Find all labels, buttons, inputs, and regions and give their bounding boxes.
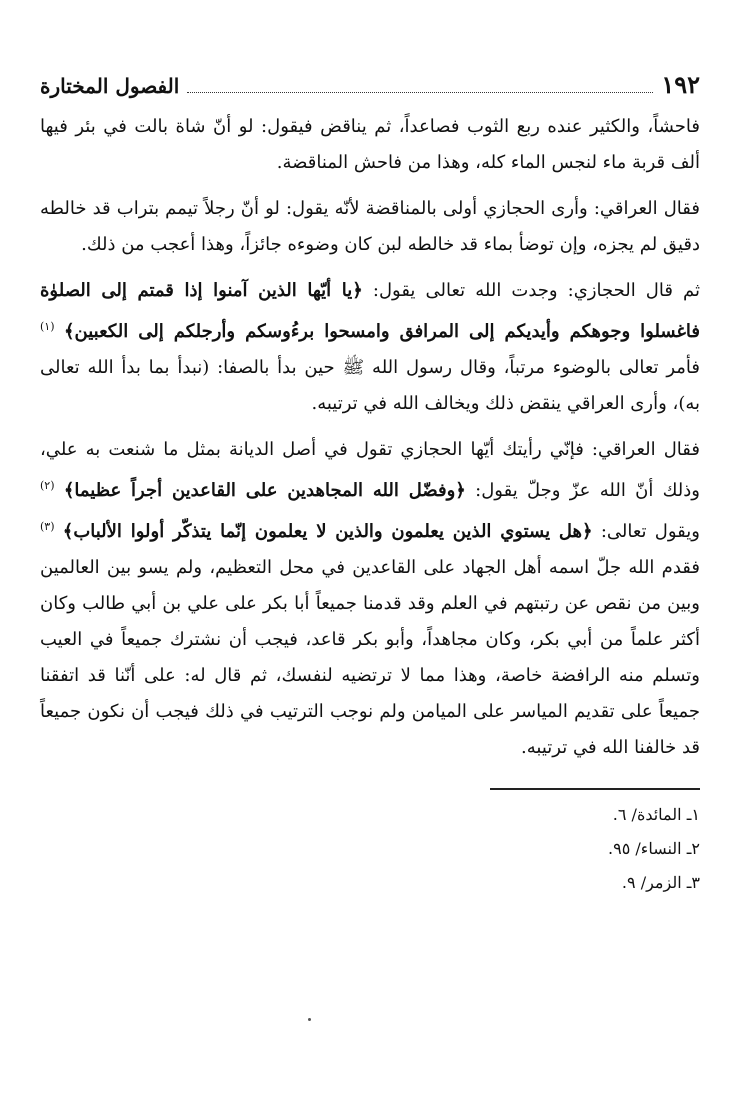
footnote-divider xyxy=(490,788,700,790)
text-run: ويقول تعالى: xyxy=(592,521,700,542)
text-run: فقال العراقي: فإنّي رأيتك أيّها الحجازي تقول في أصل الديانة بمثل ما شنعت به علي، وذلك أنّ الله عزّ وجلّ يقول: xyxy=(40,439,700,501)
quran-quote: ﴿يا أيّها الذين آمنوا إذا قمتم إلى الصلوٰة فاغسلوا وجوهكم وأيديكم إلى المرافق وامسحوا برءُوسكم وأرجلكم إلى الكعبين﴾ xyxy=(40,280,700,342)
footnote-ref: (٢) xyxy=(40,479,55,492)
paragraph xyxy=(40,109,700,181)
footnotes xyxy=(40,798,700,900)
text-run: فقال العراقي: وأرى الحجازي أولى بالمناقضة لأنّه يقول: لو أنّ رجلاً تيمم بتراب قد خالطه دقيق لم يجزه، وإن توضأ بماء قد خالطه لبن كان وضوءه جائزاً، وهذا أعجب من ذلك. xyxy=(40,198,700,255)
footnote-1: ١ـ المائدة/ ٦. xyxy=(612,805,700,824)
footnote-ref: (١) xyxy=(40,320,55,333)
footnote-2: ٢ـ النساء/ ٩٥. xyxy=(608,839,700,858)
body-text xyxy=(40,109,700,766)
paragraph xyxy=(40,191,700,263)
text-run xyxy=(55,480,64,501)
page-speck xyxy=(308,1018,311,1021)
book-page xyxy=(40,70,700,900)
quran-quote: ﴿وفضّل الله المجاهدين على القاعدين أجراً عظيما﴾ xyxy=(63,480,466,501)
dotted-leader xyxy=(187,91,653,93)
page-header xyxy=(40,70,700,99)
footnote-ref: (٣) xyxy=(40,520,55,533)
text-run: ثم قال الحجازي: وجدت الله تعالى يقول: xyxy=(362,280,701,301)
text-run: فاحشاً، والكثير عنده ربع الثوب فصاعداً، ثم يناقض فيقول: لو أنّ شاة بالت في بئر فيها ألف قربة ماء لنجس الماء كله، وهذا من فاحش المناقضة. xyxy=(40,116,700,173)
footnote-3: ٣ـ الزمر/ ٩. xyxy=(621,873,700,892)
text-run: فأمر تعالى بالوضوء مرتباً، وقال رسول الله ﷺ حين بدأ بالصفا: (نبدأ بما بدأ الله تعالى به)، وأرى العراقي ينقض ذلك ويخالف الله في ترتيبه. xyxy=(40,357,700,414)
text-run xyxy=(55,321,64,342)
text-run: فقدم الله جلّ اسمه أهل الجهاد على القاعدين في محل التعظيم، ولم يسو بين العالمين وبين من نقص عن رتبتهم في العلم وقد قدمنا جميعاً أبا بكر على علي بن أبي طالب وكان أكثر علماً من أبي بكر، وكان مجاهداً، وأبو بكر قاعد، فيجب أن نشترك جميعاً في العيب وتسلم منه الرافضة خاصة، وهذا مما لا ترتضيه لنفسك، ثم قال له: على أنّنا قد اتفقنا جميعاً على تقديم المياسر على الميامن ولم نوجب الترتيب في ذلك فيجب أن نكون جميعاً قد خالفنا الله في ترتيبه. xyxy=(40,557,700,758)
paragraph xyxy=(40,273,700,422)
text-run xyxy=(55,521,63,542)
quran-quote: ﴿هل يستوي الذين يعلمون والذين لا يعلمون إنّما يتذكّر أولوا الألباب﴾ xyxy=(62,521,593,542)
page-number: ١٩٢ xyxy=(661,70,700,99)
running-title: الفصول المختارة xyxy=(40,74,180,98)
paragraph xyxy=(40,432,700,766)
